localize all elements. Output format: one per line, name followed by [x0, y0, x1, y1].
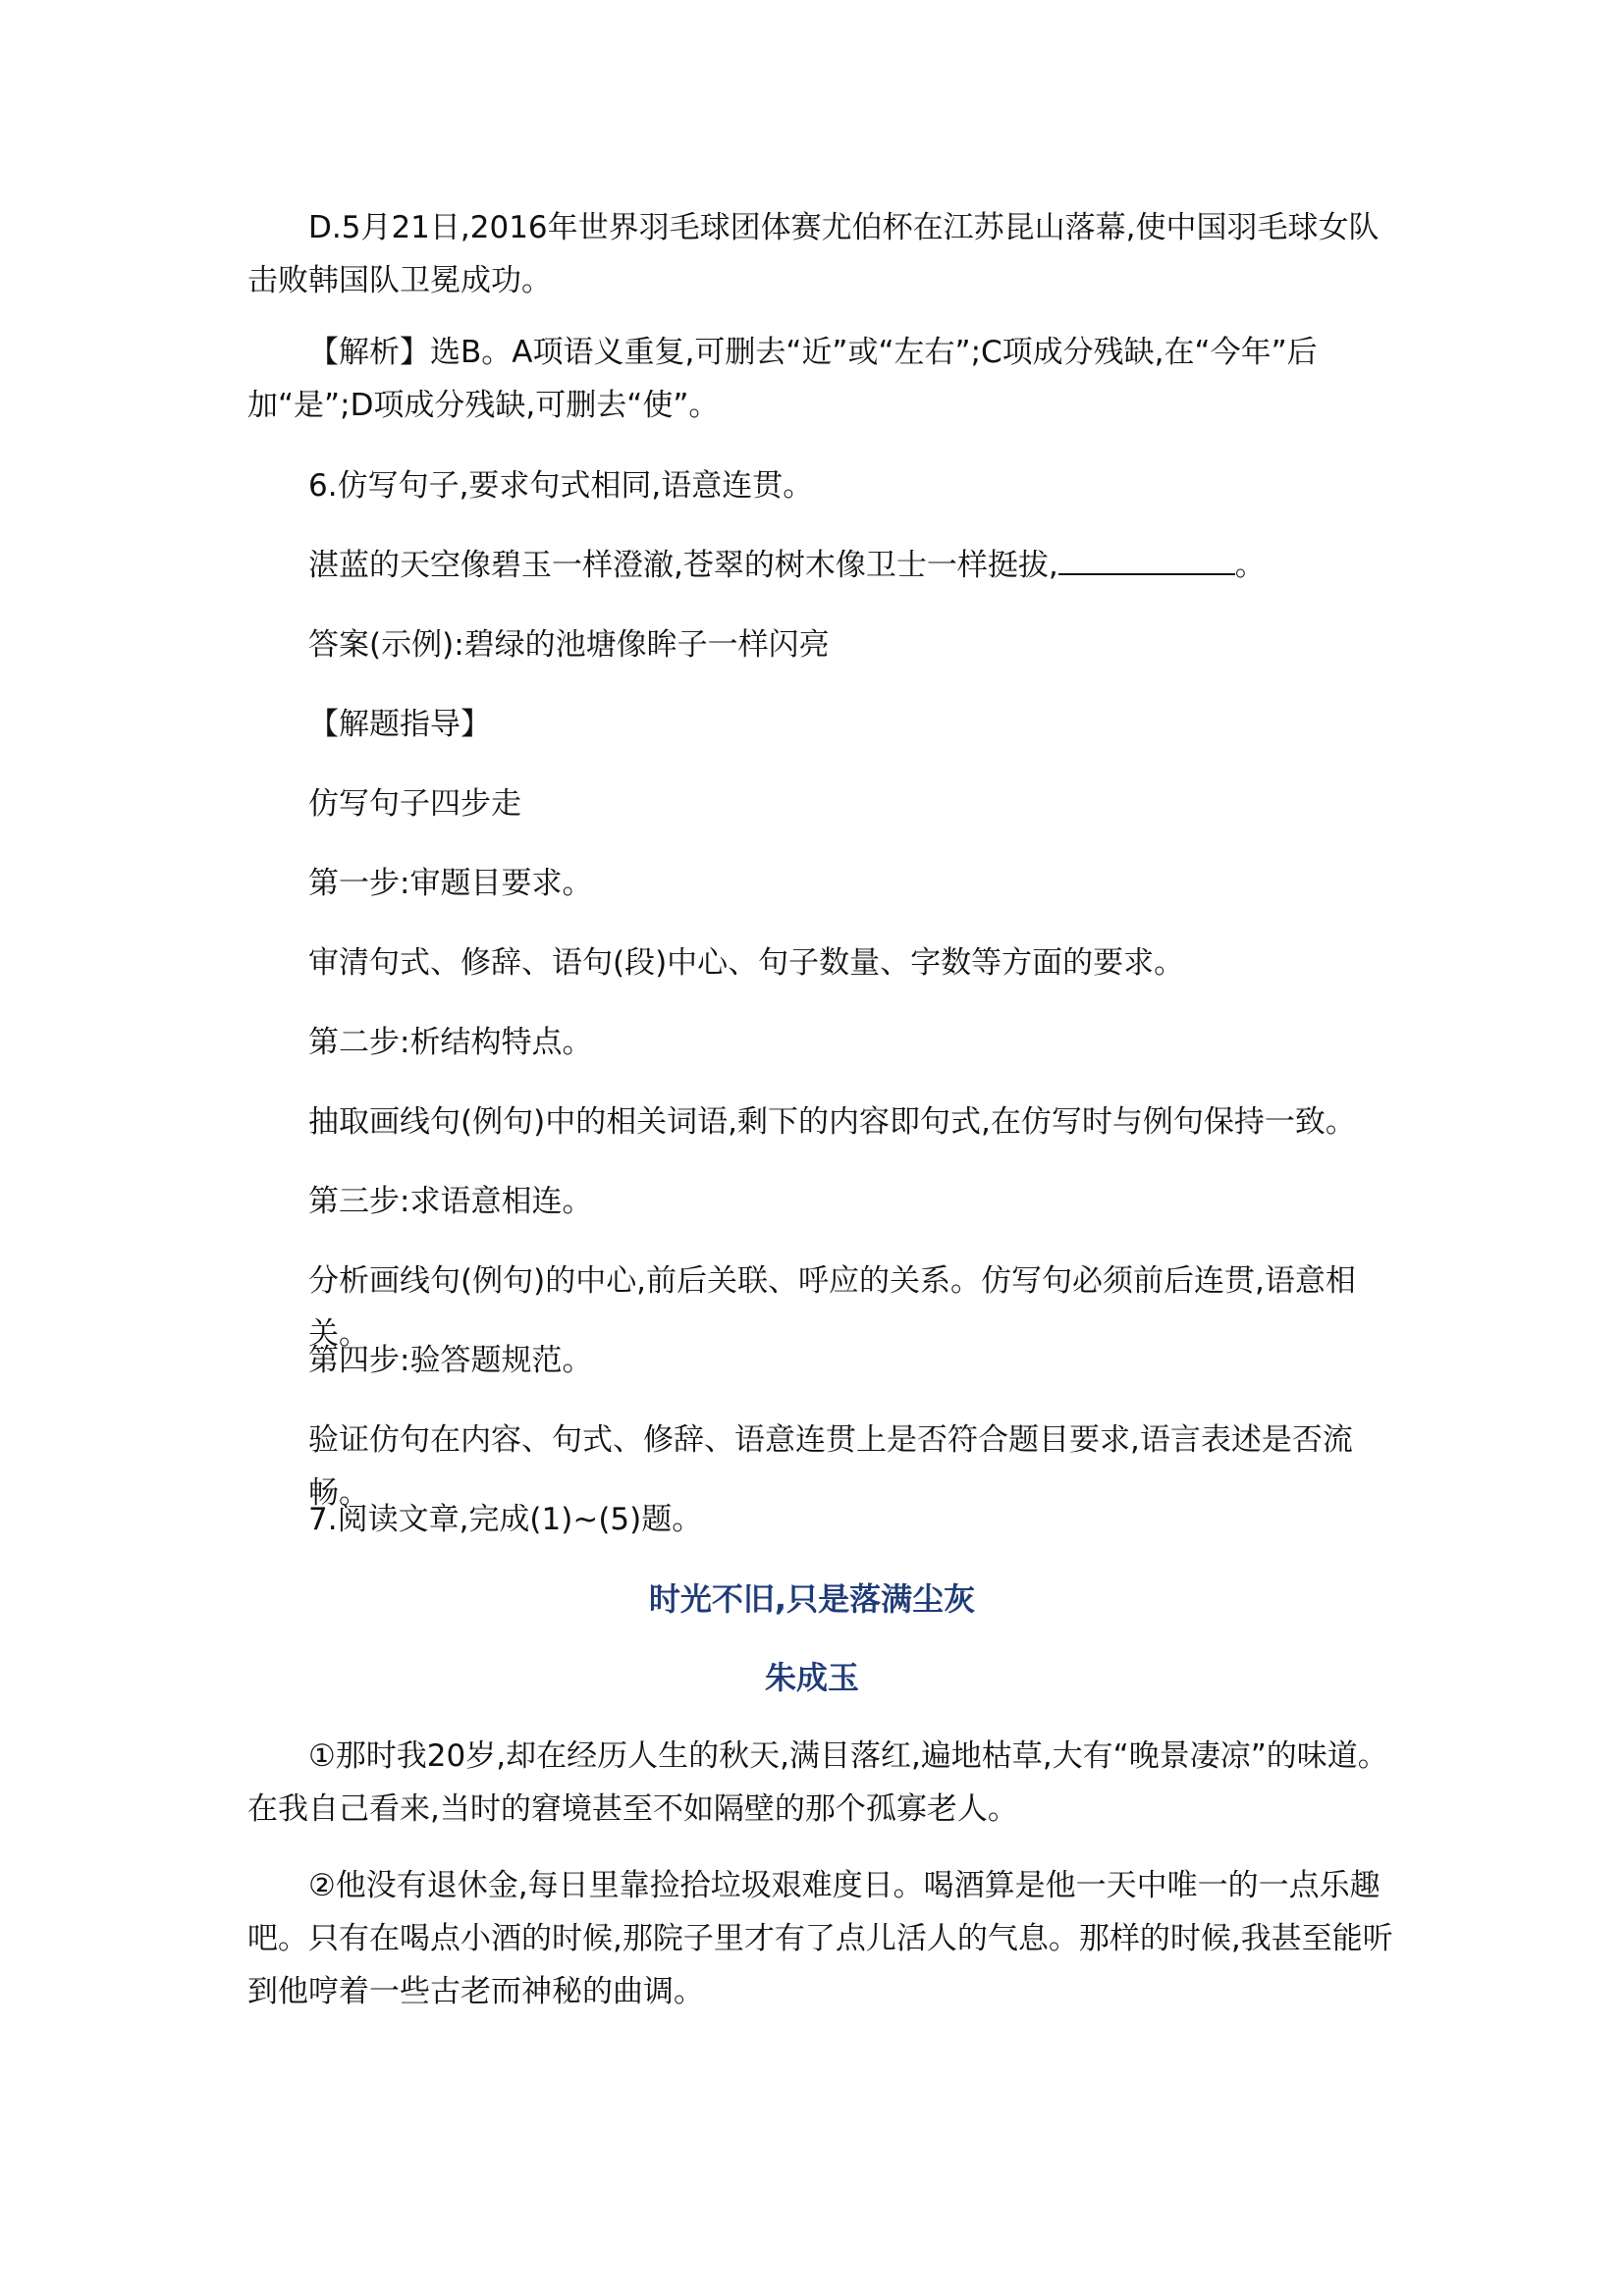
article-title: 时光不旧,只是落满尘灰 [648, 1580, 976, 1618]
answer-blank [1058, 544, 1235, 575]
step-3-heading: 第三步:求语意相连。 [308, 1184, 593, 1219]
prompt-text: 湛蓝的天空像碧玉一样澄澈,苍翠的树木像卫士一样挺拔, [308, 548, 1058, 583]
step-1-text: 审清句式、修辞、语句(段)中心、句子数量、字数等方面的要求。 [308, 945, 1185, 981]
step-2-heading: 第二步:析结构特点。 [308, 1025, 593, 1060]
article-paragraph-2: ②他没有退休金,每日里靠捡拾垃圾艰难度日。喝酒算是他一天中唯一的一点乐趣吧。只有在喝点小酒的时候,那院子里才有了点儿活人的气息。那样的时候,我甚至能听到他哼着一些古老而神秘的曲调。 [247, 1868, 1393, 2009]
step-3-text: 分析画线句(例句)的中心,前后关联、呼应的关系。仿写句必须前后连贯,语意相关。 [308, 1263, 1356, 1352]
step-1-heading: 第一步:审题目要求。 [308, 866, 593, 901]
answer-example: 答案(示例):碧绿的池塘像眸子一样闪亮 [308, 627, 830, 663]
guidance-heading: 【解题指导】 [308, 707, 491, 742]
guidance-subtitle: 仿写句子四步走 [308, 786, 521, 822]
question-6: 6.仿写句子,要求句式相同,语意连贯。 [308, 468, 814, 504]
paragraph-analysis: 【解析】选B。A项语义重复,可删去“近”或“左右”;C项成分残缺,在“今年”后加“是”;D项成分残缺,可删去“使”。 [247, 335, 1318, 423]
question-7: 7.阅读文章,完成(1)~(5)题。 [308, 1502, 703, 1537]
question-6-prompt [308, 539, 1396, 592]
article-paragraph-1: ①那时我20岁,却在经历人生的秋天,满目落红,遍地枯草,大有“晚景凄凉”的味道。在我自己看来,当时的窘境甚至不如隔壁的那个孤寡老人。 [247, 1738, 1388, 1827]
step-2-text: 抽取画线句(例句)中的相关词语,剩下的内容即句式,在仿写时与例句保持一致。 [308, 1104, 1356, 1140]
step-4-text: 验证仿句在内容、句式、修辞、语意连贯上是否符合题目要求,语言表述是否流畅。 [308, 1422, 1353, 1511]
step-4-heading: 第四步:验答题规范。 [308, 1343, 593, 1378]
paragraph-option-d: D.5月21日,2016年世界羽毛球团体赛尤伯杯在江苏昆山落幕,使中国羽毛球女队击败韩国队卫冕成功。 [247, 210, 1380, 298]
article-author: 朱成玉 [764, 1659, 859, 1696]
prompt-end: 。 [1234, 548, 1266, 583]
